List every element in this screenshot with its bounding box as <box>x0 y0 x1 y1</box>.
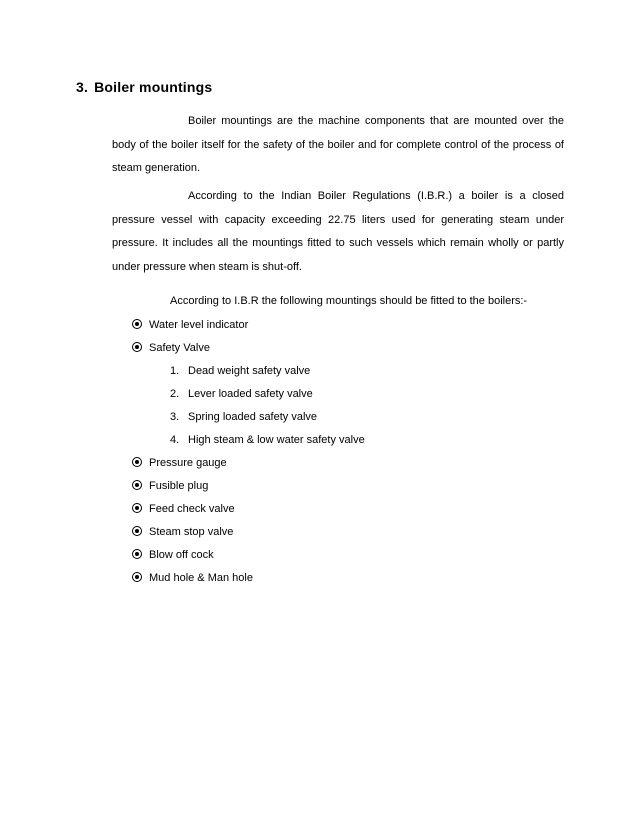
list-item-label: Blow off cock <box>149 549 214 561</box>
sub-item-label: High steam & low water safety valve <box>188 434 365 446</box>
section-number: 3. <box>76 79 89 95</box>
sub-item-label: Spring loaded safety valve <box>188 411 318 423</box>
sub-item-number: 2. <box>170 388 180 400</box>
list-item-label: Steam stop valve <box>149 526 234 538</box>
circled-dot-bullet-icon <box>132 480 142 490</box>
list-item <box>132 337 365 360</box>
sub-item-number: 1. <box>170 365 180 377</box>
sub-list-item <box>132 406 365 429</box>
circled-dot-bullet-icon <box>132 549 142 559</box>
sub-list-item <box>132 360 365 383</box>
list-item <box>132 544 365 567</box>
list-item-label: Mud hole & Man hole <box>149 572 253 584</box>
section-heading <box>76 79 212 95</box>
list-item <box>132 314 365 337</box>
section-title: Boiler mountings <box>94 79 213 95</box>
list-item <box>132 475 365 498</box>
safety-valve-sublist <box>132 360 365 452</box>
circled-dot-bullet-icon <box>132 457 142 467</box>
list-item-label: Fusible plug <box>149 480 209 492</box>
list-item-label: Water level indicator <box>149 319 249 331</box>
sub-list-item <box>132 429 365 452</box>
list-item <box>132 521 365 544</box>
sub-item-number: 3. <box>170 411 180 423</box>
paragraph-ibr: According to the Indian Boiler Regulations (I.B.R.) a boiler is a closed pressure vessel with capacity exceeding 22.75 liters used for generating steam under pressure. It includes all the mountings fitted to such vessels which remain wholly or partly under pressure when steam is shut-off. <box>112 190 564 273</box>
mountings-list <box>132 314 365 590</box>
list-item <box>132 567 365 590</box>
sub-item-number: 4. <box>170 434 180 446</box>
sub-item-label: Dead weight safety valve <box>188 365 311 377</box>
sub-item-label: Lever loaded safety valve <box>188 388 313 400</box>
safety-valve-sublist-container <box>132 360 365 452</box>
mountings-intro: According to I.B.R the following mountings should be fitted to the boilers:- <box>170 295 528 307</box>
circled-dot-bullet-icon <box>132 319 142 329</box>
list-item <box>132 498 365 521</box>
circled-dot-bullet-icon <box>132 503 142 513</box>
list-item <box>132 452 365 475</box>
list-item-label: Safety Valve <box>149 342 210 354</box>
list-item-label: Pressure gauge <box>149 457 227 469</box>
list-item-label: Feed check valve <box>149 503 235 515</box>
sub-list-item <box>132 383 365 406</box>
circled-dot-bullet-icon <box>132 526 142 536</box>
paragraph-definition: Boiler mountings are the machine components that are mounted over the body of the boiler itself for the safety of the boiler and for complete control of the process of steam generation. <box>112 115 564 174</box>
circled-dot-bullet-icon <box>132 342 142 352</box>
circled-dot-bullet-icon <box>132 572 142 582</box>
